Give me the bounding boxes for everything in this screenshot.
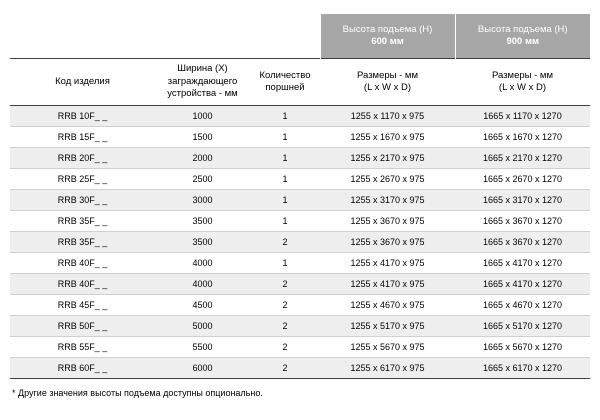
cell-width: 1500 — [155, 127, 250, 148]
table-row — [10, 148, 590, 169]
cell-dims-600: 1255 x 4170 x 975 — [320, 274, 455, 295]
cell-dims-600: 1255 x 2170 x 975 — [320, 148, 455, 169]
cell-pistons: 2 — [250, 274, 320, 295]
table-sub-header-row — [10, 59, 590, 106]
column-header-dims-600-line2: (L x W x D) — [363, 82, 412, 93]
top-header-spacer — [250, 14, 320, 59]
cell-width: 4000 — [155, 253, 250, 274]
cell-width: 6000 — [155, 358, 250, 379]
cell-width: 5500 — [155, 337, 250, 358]
column-header-pistons — [250, 59, 320, 106]
cell-code: RRB 35F_ _ — [10, 211, 155, 232]
cell-code: RRB 60F_ _ — [10, 358, 155, 379]
cell-dims-600: 1255 x 1170 x 975 — [320, 106, 455, 127]
column-header-width-line1: Ширина (X) — [177, 63, 228, 75]
table-row — [10, 295, 590, 316]
cell-width: 2500 — [155, 169, 250, 190]
column-header-pistons-line2: поршней — [265, 82, 305, 93]
cell-dims-600: 1255 x 3670 x 975 — [320, 232, 455, 253]
cell-dims-900: 1665 x 2670 x 1270 — [455, 169, 590, 190]
cell-code: RRB 30F_ _ — [10, 190, 155, 211]
column-header-dims-600 — [320, 59, 455, 106]
table-row — [10, 211, 590, 232]
cell-dims-900: 1665 x 4170 x 1270 — [455, 274, 590, 295]
cell-pistons: 1 — [250, 127, 320, 148]
table-row — [10, 190, 590, 211]
table-row — [10, 358, 590, 379]
cell-dims-600: 1255 x 5170 x 975 — [320, 316, 455, 337]
cell-dims-600: 1255 x 3670 x 975 — [320, 211, 455, 232]
cell-dims-900: 1665 x 2170 x 1270 — [455, 148, 590, 169]
column-header-dims-600-line1: Размеры - мм — [357, 69, 418, 81]
cell-pistons: 1 — [250, 211, 320, 232]
cell-code: RRB 50F_ _ — [10, 316, 155, 337]
cell-code: RRB 10F_ _ — [10, 106, 155, 127]
column-header-code-label: Код изделия — [55, 75, 110, 87]
table-row — [10, 127, 590, 148]
table-row — [10, 169, 590, 190]
cell-dims-900: 1665 x 4670 x 1270 — [455, 295, 590, 316]
header-lift-height-900-line1: Высота подъема (H) — [477, 23, 568, 35]
cell-dims-900: 1665 x 1170 x 1270 — [455, 106, 590, 127]
header-lift-height-900 — [455, 14, 590, 59]
table-footnote: * Другие значения высоты подъема доступны опционально. — [12, 388, 263, 398]
table-row — [10, 274, 590, 295]
column-header-dims-900-line1: Размеры - мм — [492, 69, 553, 81]
cell-width: 1000 — [155, 106, 250, 127]
cell-dims-600: 1255 x 4670 x 975 — [320, 295, 455, 316]
cell-pistons: 2 — [250, 232, 320, 253]
header-lift-height-600-line1: Высота подъема (H) — [342, 23, 433, 35]
column-header-pistons-line1: Количество — [259, 69, 311, 81]
cell-dims-600: 1255 x 2670 x 975 — [320, 169, 455, 190]
table-row — [10, 337, 590, 358]
cell-code: RRB 20F_ _ — [10, 148, 155, 169]
cell-dims-900: 1665 x 3670 x 1270 — [455, 232, 590, 253]
cell-width: 3500 — [155, 232, 250, 253]
cell-code: RRB 45F_ _ — [10, 295, 155, 316]
cell-pistons: 2 — [250, 337, 320, 358]
top-header-spacer — [10, 14, 155, 59]
cell-width: 3000 — [155, 190, 250, 211]
cell-code: RRB 15F_ _ — [10, 127, 155, 148]
cell-code: RRB 25F_ _ — [10, 169, 155, 190]
table-row — [10, 232, 590, 253]
cell-dims-600: 1255 x 1670 x 975 — [320, 127, 455, 148]
cell-dims-900: 1665 x 4170 x 1270 — [455, 253, 590, 274]
column-header-code — [10, 59, 155, 106]
cell-dims-900: 1665 x 1670 x 1270 — [455, 127, 590, 148]
header-lift-height-900-line2: 900 мм — [506, 36, 540, 47]
cell-dims-600: 1255 x 4170 x 975 — [320, 253, 455, 274]
cell-width: 2000 — [155, 148, 250, 169]
top-header-spacer — [155, 14, 250, 59]
cell-pistons: 1 — [250, 253, 320, 274]
cell-code: RRB 40F_ _ — [10, 274, 155, 295]
cell-width: 3500 — [155, 211, 250, 232]
table-row — [10, 253, 590, 274]
cell-pistons: 2 — [250, 295, 320, 316]
column-header-dims-900 — [455, 59, 590, 106]
column-header-width-line2: заграждающего — [167, 75, 238, 87]
cell-code: RRB 55F_ _ — [10, 337, 155, 358]
cell-dims-900: 1665 x 3170 x 1270 — [455, 190, 590, 211]
cell-dims-900: 1665 x 6170 x 1270 — [455, 358, 590, 379]
table-row — [10, 316, 590, 337]
cell-dims-600: 1255 x 5670 x 975 — [320, 337, 455, 358]
cell-pistons: 2 — [250, 316, 320, 337]
table-top-header-row — [10, 14, 590, 59]
cell-code: RRB 35F_ _ — [10, 232, 155, 253]
header-lift-height-600 — [320, 14, 455, 59]
cell-dims-900: 1665 x 5170 x 1270 — [455, 316, 590, 337]
header-lift-height-600-line2: 600 мм — [371, 36, 404, 47]
cell-dims-600: 1255 x 6170 x 975 — [320, 358, 455, 379]
cell-pistons: 1 — [250, 169, 320, 190]
table-row — [10, 106, 590, 127]
cell-pistons: 1 — [250, 106, 320, 127]
column-header-dims-900-line2: (L x W x D) — [498, 82, 547, 93]
cell-pistons: 1 — [250, 148, 320, 169]
cell-dims-900: 1665 x 3670 x 1270 — [455, 211, 590, 232]
specification-table — [10, 14, 590, 379]
cell-pistons: 2 — [250, 358, 320, 379]
cell-pistons: 1 — [250, 190, 320, 211]
cell-width: 4500 — [155, 295, 250, 316]
column-header-width-line3: устройства - мм — [167, 88, 238, 100]
cell-dims-900: 1665 x 5670 x 1270 — [455, 337, 590, 358]
cell-width: 5000 — [155, 316, 250, 337]
cell-dims-600: 1255 x 3170 x 975 — [320, 190, 455, 211]
cell-width: 4000 — [155, 274, 250, 295]
cell-code: RRB 40F_ _ — [10, 253, 155, 274]
column-header-width — [155, 59, 250, 106]
